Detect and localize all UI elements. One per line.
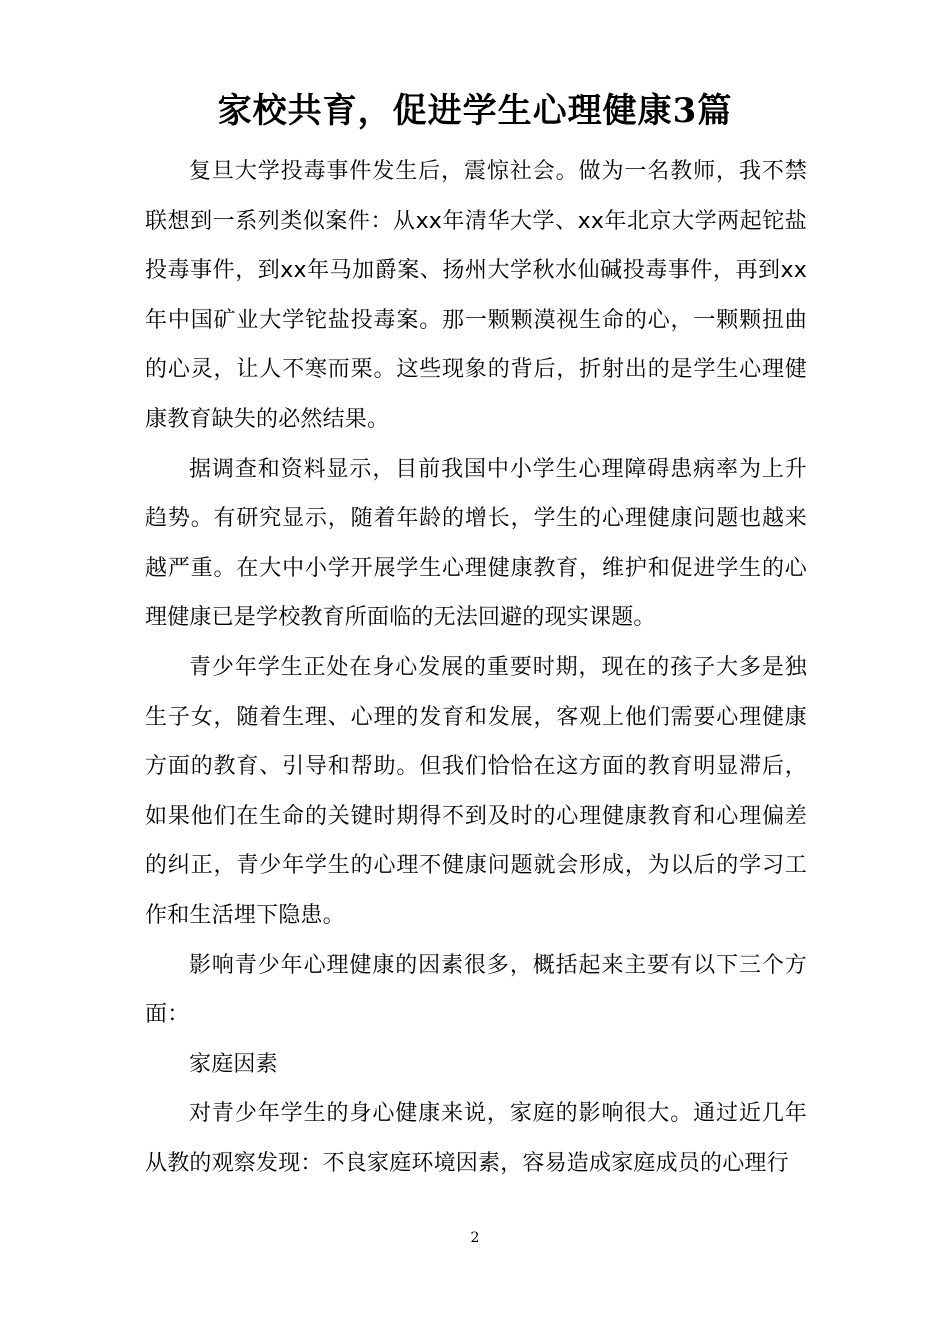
document-body <box>145 147 807 1188</box>
paragraph-1: 复旦大学投毒事件发生后，震惊社会。做为一名教师，我不禁联想到一系列类似案件：从xx年清华大学、xx年北京大学两起铊盐投毒事件，到xx年马加爵案、扬州大学秋水仙碱投毒事件，再到xx年中国矿业大学铊盐投毒案。那一颗颗漠视生命的心，一颗颗扭曲的心灵，让人不寒而栗。这些现象的背后，折射出的是学生心理健康教育缺失的必然结果。 <box>145 159 807 432</box>
page-number: 2 <box>470 1230 480 1246</box>
paragraph-2: 据调查和资料显示，目前我国中小学生心理障碍患病率为上升趋势。有研究显示，随着年龄的增长，学生的心理健康问题也越来越严重。在大中小学开展学生心理健康教育，维护和促进学生的心理健康已是学校教育所面临的无法回避的现实课题。 <box>145 456 807 631</box>
section-heading-family-factors: 家庭因素 <box>189 1051 278 1077</box>
paragraph-5: 对青少年学生的身心健康来说，家庭的影响很大。通过近几年从教的观察发现：不良家庭环境因素，容易造成家庭成员的心理行 <box>145 1101 807 1176</box>
paragraph-3: 青少年学生正处在身心发展的重要时期，现在的孩子大多是独生子女，随着生理、心理的发育和发展，客观上他们需要心理健康方面的教育、引导和帮助。但我们恰恰在这方面的教育明显滞后，如果他们在生命的关键时期得不到及时的心理健康教育和心理偏差的纠正，青少年学生的心理不健康问题就会形成，为以后的学习工作和生活埋下隐患。 <box>145 654 807 928</box>
paragraph-4: 影响青少年心理健康的因素很多，概括起来主要有以下三个方面： <box>145 952 807 1028</box>
document-title: 家校共育，促进学生心理健康3篇 <box>217 91 733 131</box>
